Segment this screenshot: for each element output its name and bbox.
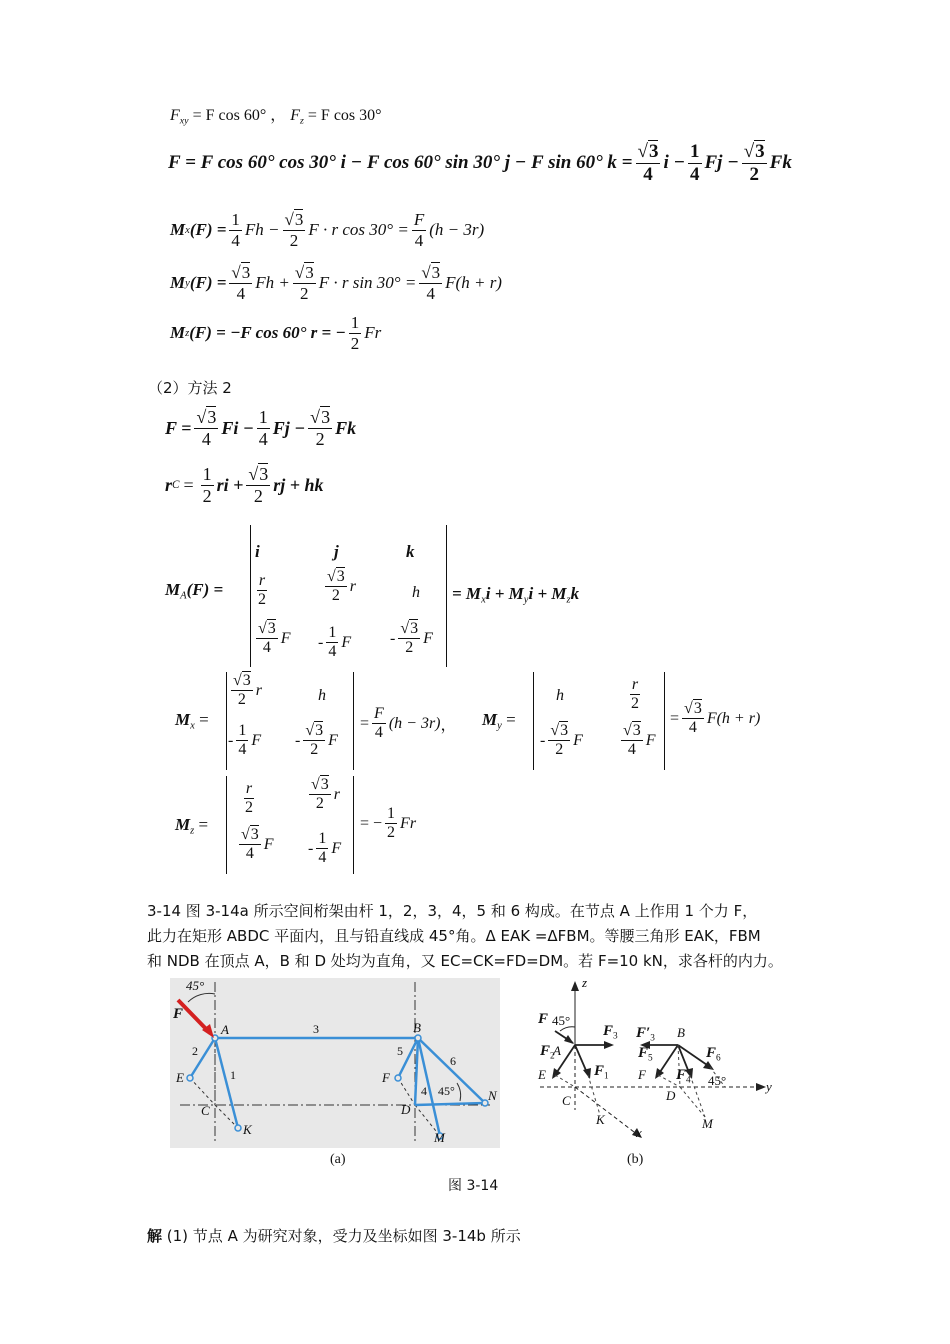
det-sqrt3r-over-2: $\frac{√3}{2}$ r (327, 568, 357, 605)
fig-b-M: M (702, 1116, 713, 1131)
det-rhs: = $M_xi + M_yi + M_zk$ (452, 584, 580, 606)
det-k: k (406, 542, 415, 561)
my-result: = $\frac{√3}{4}$ F(h + r) (670, 700, 761, 737)
det-minus-sqrt3F-over-2: - $\frac{√3}{2}$ F (390, 620, 433, 657)
mz-bar-left (226, 776, 227, 874)
mz-bar-right (353, 776, 354, 874)
fig-b-K: K (596, 1112, 605, 1127)
eq-force-vector: F = F cos 60° cos 30° i − F cos 60° sin 30° j − F sin 60° k = $\frac{√3}{4}$ i − $\frac{1}{4}$ Fj − $\frac{√3}{2}$ Fk (168, 140, 792, 185)
fig-b-D: D (666, 1088, 676, 1103)
fig-a-D: D (401, 1102, 411, 1117)
figure-b-label: (b) (627, 1152, 644, 1167)
fig-b-E: E (538, 1067, 546, 1082)
my-a21: - $\frac{√3}{2}$ F (540, 722, 583, 759)
fig-a-B: B (413, 1020, 421, 1035)
det-j: j (334, 542, 339, 561)
solution-line (147, 1225, 521, 1246)
fig-b-F6: $F_6$ (706, 1045, 721, 1064)
det-bar-left (250, 525, 251, 667)
fig-a-E: E (176, 1070, 184, 1085)
fig-a-N: N (488, 1088, 497, 1103)
fig-a-F: F (173, 1006, 184, 1022)
det-r-over-2: $\frac{r}{2}$ (258, 572, 266, 609)
fig-a-bar3: 3 (313, 1022, 319, 1036)
solution-text: (1) 节点 A 为研究对象，受力及坐标如图 3-14b 所示 (162, 1227, 521, 1245)
my-lhs: $M_y$ = (482, 710, 516, 732)
mz-a21: $\frac{√3}{4}$ F (241, 826, 274, 863)
mz-result: = − $\frac{1}{2}$ Fr (360, 805, 417, 842)
mz-lhs: $M_z$ = (175, 815, 209, 837)
mx-lhs: $M_x$ = (175, 710, 209, 732)
fig-a-bar5: 5 (397, 1044, 403, 1058)
fig-a-bar2: 2 (192, 1044, 198, 1058)
my-a12: $\frac{r}{2}$ (631, 676, 639, 713)
fig-a-C: C (201, 1103, 210, 1118)
eq-position-vector: r C = $\frac{1}{2}$ ri + $\frac{√3}{2}$ rj + hk (165, 463, 324, 506)
fig-b-F: F (538, 1011, 549, 1027)
my-a22: $\frac{√3}{4}$ F (623, 722, 656, 759)
fig-b-A: A (553, 1043, 561, 1058)
figure-b-diagram (530, 975, 790, 1145)
det-i: i (255, 542, 260, 561)
method2-heading: （2）方法 2 (148, 379, 232, 397)
mx-result: = $\frac{F}{4}$ (h − 3r) ， (360, 705, 457, 742)
fig-b-F4: $F_4$ (676, 1067, 691, 1086)
fig-a-F-point: F (382, 1070, 390, 1085)
fig-b-angle2: 45° (708, 1073, 727, 1088)
fig-b-F1: $F_1$ (594, 1063, 609, 1082)
fig-b-F3-prime: $F'_3$ (636, 1025, 655, 1044)
fig-b-F2: $F_2$ (540, 1043, 555, 1062)
fig-b-B: B (677, 1025, 685, 1040)
det-h: h (412, 584, 420, 601)
figure-b-panel (530, 975, 790, 1145)
det-minus-F-over-4: - $\frac{1}{4}$ F (318, 624, 352, 661)
figure-a-label: (a) (330, 1152, 346, 1167)
fig-a-bar4: 4 (421, 1084, 427, 1098)
fig-b-x: x (636, 1125, 642, 1140)
eq-force-vector-2: F = $\frac{√3}{4}$ Fi − $\frac{1}{4}$ Fj − $\frac{√3}{2}$ Fk (165, 406, 357, 449)
mz-a22: - $\frac{1}{4}$ F (308, 830, 342, 867)
mx-a11: $\frac{√3}{2}$ r (233, 672, 263, 709)
mx-bar-left (226, 672, 227, 770)
problem-line-1: 3-14 图 3-14a 所示空间桁架由杆 1，2，3，4，5 和 6 构成。在节点 A 上作用 1 个力 F， (147, 902, 758, 920)
fig-a-bar1: 1 (230, 1068, 236, 1082)
fig-a-bar6: 6 (450, 1054, 456, 1068)
fig-a-angle: 45° (186, 978, 205, 993)
mx-a12: h (318, 687, 326, 704)
my-a11: h (556, 687, 564, 704)
det-bar-right (446, 525, 447, 667)
eq-force-components: $F_{xy} = F$ cos 60° ， $F_z = F$ cos 30° (170, 107, 382, 127)
fig-b-z: z (582, 975, 588, 990)
fig-b-F5: $F_5$ (638, 1045, 653, 1064)
figure-caption: 图 3-14 (448, 1178, 499, 1194)
mz-a12: $\frac{√3}{2}$ r (311, 776, 341, 813)
det-sqrt3F-over-4: $\frac{√3}{4}$ F (258, 620, 291, 657)
fig-b-y: y (766, 1079, 772, 1094)
fig-a-K: K (243, 1122, 252, 1137)
fig-a-M: M (434, 1130, 445, 1145)
eq-moment-x: M x (F) = $\frac{1}{4}$ Fh − $\frac{√3}{2}$ F · r cos 30° = $\frac{F}{4}$ (h − 3r) (170, 209, 485, 250)
fig-a-angle2: 45° (438, 1084, 455, 1098)
my-bar-right (664, 672, 665, 770)
mx-bar-right (353, 672, 354, 770)
solution-label: 解 (147, 1227, 163, 1245)
fig-b-angle: 45° (552, 1013, 571, 1028)
eq-moment-y: M y (F) = $\frac{√3}{4}$ Fh + $\frac{√3}{2}$ F · r sin 30° = $\frac{√3}{4}$ F(h + r) (170, 262, 502, 303)
mx-a21: - $\frac{1}{4}$ F (228, 722, 262, 759)
problem-line-2: 此力在矩形 ABDC 平面内，且与铅直线成 45°角。Δ EAK =ΔFBM。等腰三角形 EAK，FBM (147, 927, 761, 945)
figure-a-panel (170, 978, 500, 1148)
eq-moment-z: M z (F) = −F cos 60° r = − $\frac{1}{2}$ Fr (170, 312, 382, 353)
problem-line-3: 和 NDB 在顶点 A，B 和 D 处均为直角，又 EC=CK=FD=DM。若 F=10 kN，求各杆的内力。 (147, 952, 783, 970)
fig-a-A: A (221, 1022, 229, 1037)
fig-b-F3: $F_3$ (603, 1023, 618, 1042)
fig-b-C: C (562, 1093, 571, 1108)
fig-b-F-point: F (638, 1067, 646, 1082)
det-lhs: $M_A(F)$ = (165, 580, 224, 602)
my-bar-left (533, 672, 534, 770)
mx-a22: - $\frac{√3}{2}$ F (295, 722, 338, 759)
mz-a11: $\frac{r}{2}$ (245, 780, 253, 817)
